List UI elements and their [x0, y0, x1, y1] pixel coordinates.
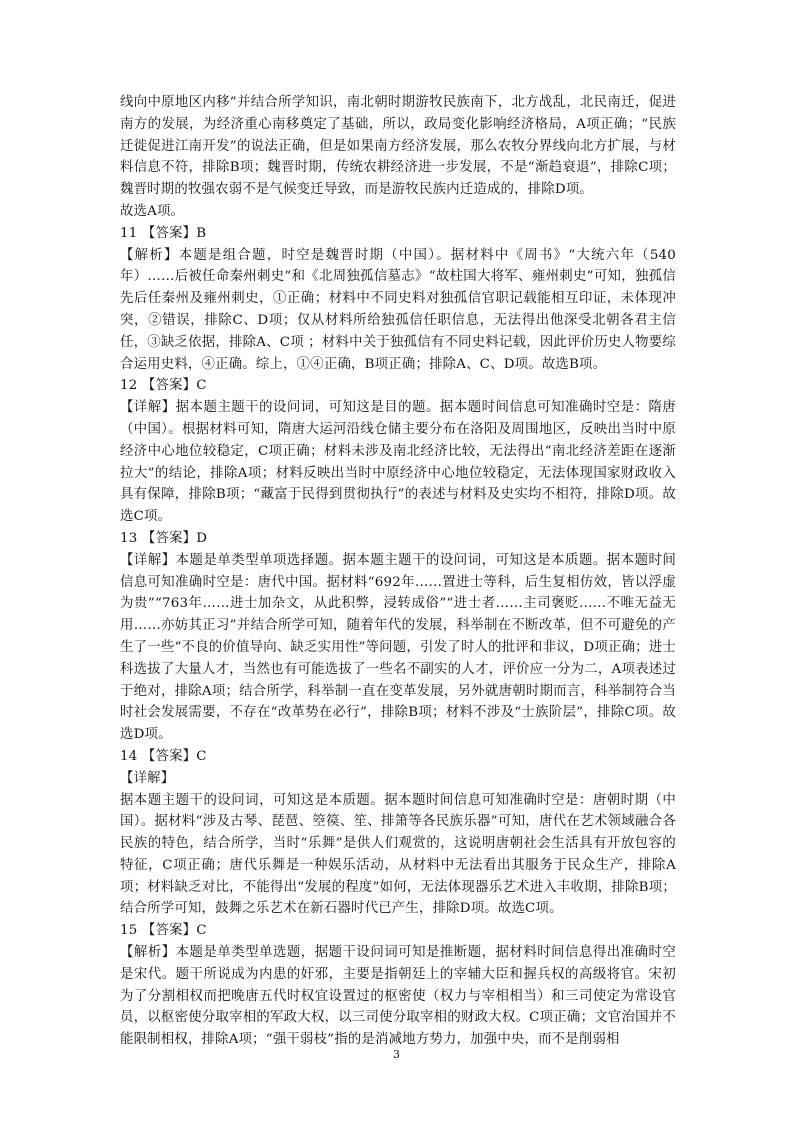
answer-heading-13: 13 【答案】D [120, 530, 208, 546]
document-body [120, 92, 676, 1051]
analysis-15: 【解析】本题是单类型单选题，据题干设问词可知是推断题，据材料时间信息得出准确时空是宋代。题干所说成为内患的奸邪，主要是指朝廷上的宰辅大臣和握兵权的高级将官。宋初为了分割相权而把晚唐五代时权宜设置过的枢密使（权力与宰相相当）和三司使定为常设官员，以枢密使分取宰相的军政大权，以三司使分取宰相的财政大权。C项正确；文官治国并不能限制相权，排除A项；“强干弱枝”指的是消减地方势力，加强中央，而不是削弱相 [120, 945, 676, 1048]
answer-heading-15: 15 【答案】C [120, 923, 207, 939]
answer-heading-14: 14 【答案】C [120, 748, 207, 764]
analysis-11: 【解析】本题是组合题，时空是魏晋时期（中国）。据材料中《周书》“大统六年（540年）……后被任命秦州刺史”和《北周独孤信墓志》“故柱国大将军、雍州刺史”可知，独孤信先后任秦州及雍州刺史，①正确；材料中不同史料对独孤信官职记载能相互印证，未体现冲突，②错误，排除C、D项；仅从材料所给独孤信任职信息，无法得出他深受北朝各君主信任，③缺乏依据，排除A、C项 ；材料中关于独孤信有不同史料记载，因此评价历史人物要综合运用史料，④正确。综上，①④正确，B项正确；排除A、C、D项。故选B项。 [120, 247, 676, 372]
answer-heading-12: 12 【答案】C [120, 378, 207, 394]
answer-heading-11: 11 【答案】B [120, 225, 207, 241]
analysis-13: 【详解】本题是单类型单项选择题。据本题主题干的设问词，可知这是本质题。据本题时间信息可知准确时空是：唐代中国。据材料“692年……置进士等科，后生复相仿效，皆以浮虚为贵”“763年……进士加杂文，从此积弊，浸转成俗”“进士者……主司褒贬……不唯无益无用……亦妨其正习”并结合所学可知，随着年代的发展，科举制在不断改革，但不可避免的产生了一些“不良的价值导向、缺乏实用性”等问题，引发了时人的批评和非议，D项正确；进士科选拔了大量人才，当然也有可能选拔了一些名不副实的人才，评价应一分为二，A项表述过于绝对，排除A项；结合所学，科举制一直在变革发展，另外就唐朝时期而言，科举制符合当时社会发展需要，不存在“改革势在必行”，排除B项；材料不涉及“士族阶层”，排除C项。故选D项。 [120, 552, 676, 743]
page-number: 3 [393, 1048, 400, 1061]
analysis-14-label: 【详解】 [120, 770, 175, 786]
paragraph-continuation: 线向中原地区内移”并结合所学知识，南北朝时期游牧民族南下，北方战乱，北民南迁，促进南方的发展，为经济重心南移奠定了基础，所以，政局变化影响经济格局，A项正确；“民族迁徙促进江南开发”的说法正确，但是如果南方经济发展，那么农牧分界线向北方扩展，与材料信息不符，排除B项；魏晋时期，传统农耕经济进一步发展，不是“渐趋衰退”，排除C项；魏晋时期的牧强农弱不是气候变迁导致，而是游牧民族内迁造成的，排除D项。 [120, 95, 676, 198]
analysis-12: 【详解】据本题主题干的设问词，可知这是目的题。据本题时间信息可知准确时空是：隋唐（中国）。根据材料可知，隋唐大运河沿线仓储主要分布在洛阳及周围地区，反映出当时中原经济中心地位较稳定，C项正确；材料未涉及南北经济比较，无法得出“南北经济差距在逐渐拉大”的结论，排除A项；材料反映出当时中原经济中心地位较稳定，无法体现国家财政收入具有保障，排除B项；“藏富于民得到贯彻执行”的表述与材料及史实均不相符，排除D项。故选C项。 [120, 400, 676, 525]
paragraph-conclusion: 故选A项。 [120, 203, 185, 219]
analysis-14: 据本题主题干的设问词，可知这是本质题。据本题时间信息可知准确时空是：唐朝时期（中国）。据材料“涉及古琴、琵琶、箜篌、笙、排箫等各民族乐器”可知，唐代在艺术领域融合各民族的特色，结合所学，当时“乐舞”是供人们观赏的，这说明唐朝社会生活具有开放包容的特征，C项正确；唐代乐舞是一种娱乐活动，从材料中无法看出其服务于民众生产，排除A项；材料缺乏对比，不能得出“发展的程度”如何，无法体现器乐艺术进入丰收期，排除B项；结合所学可知，鼓舞之乐艺术在新石器时代已产生，排除D项。故选C项。 [120, 792, 676, 917]
